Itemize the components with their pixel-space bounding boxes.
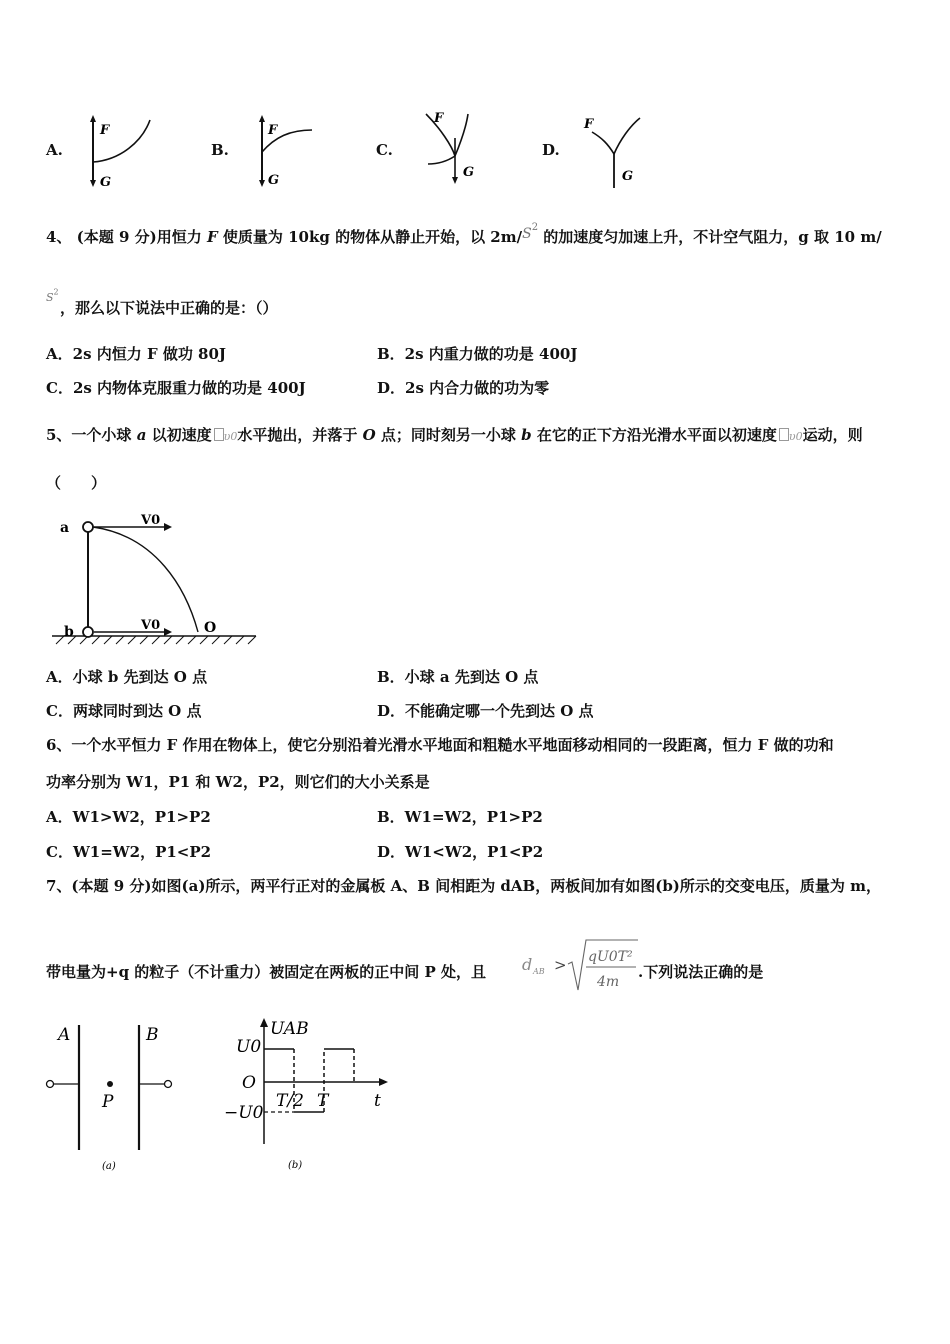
q3-a-f-label: F [100,123,110,138]
q5-label-v0-top: V0 [141,513,161,528]
q7-stem-line2-pre: 带电量为+q 的粒子（不计重力）被固定在两板的正中间 P 处，且 [46,963,487,981]
q4-stem-post: 的加速度匀加速上升，不计空气阻力，g 取 10 m/ [543,228,882,246]
q3-c-f-label: F [434,111,444,126]
q5-option-b[interactable]: B．小球 a 先到达 O 点 [377,668,539,686]
q7-fig-a-caption: (a) [102,1161,116,1172]
q6-option-c[interactable]: C．W1=W2，P1<P2 [46,843,212,861]
q4-option-c[interactable]: C．2s 内物体克服重力做的功是 400J [46,379,306,397]
q5-ball-a [83,522,93,532]
q6-option-a[interactable]: A．W1>W2，P1>P2 [46,808,211,826]
q4-unit-s: S [522,226,532,242]
q7-fig-b-u0: U0 [236,1037,262,1057]
q7-formula-d: d [522,955,533,974]
q3-option-c-letter[interactable]: C. [376,141,393,159]
q7-formula-den: 4m [597,974,620,990]
q7-stem-line1: 7、(本题 9 分)如图(a)所示，两平行正对的金属板 A、B 间相距为 dAB，两板间加有如图(b)所示的交变电压，质量为 m， [46,877,881,895]
q3-d-f-label: F [584,117,594,132]
q7-fig-b-o: O [242,1073,256,1093]
q5-stem-a: 5、一个小球 [46,426,132,444]
q6-stem-line2: 功率分别为 W1，P1 和 W2，P2，则它们的大小关系是 [46,773,430,791]
q5-figure [46,508,261,654]
q7-figure-a [40,1015,190,1175]
q5-label-a: a [60,520,70,536]
q4-unit-s2: $S^2$ [46,287,59,304]
q5-label-v0-bottom: V0 [141,618,161,633]
q5-v0-symbol: υ0 [223,430,238,443]
q6-option-b[interactable]: B．W1=W2，P1>P2 [377,808,543,826]
q5-label-o: O [204,620,217,636]
q7-formula-sub: AB [533,967,545,976]
q5-ball-b [83,627,93,637]
q5-v0-box-icon-2 [779,428,789,441]
q3-c-g-label: G [463,165,475,180]
q7-fig-b-t-big: T [317,1091,329,1111]
q5-stem-c: 水平抛出，并落于 [237,426,358,444]
q5-option-d[interactable]: D．不能确定哪一个先到达 O 点 [377,702,594,720]
q7-fig-a-label-p: P [102,1092,114,1112]
q7-fig-b-caption: (b) [288,1160,303,1171]
q5-label-b: b [64,624,74,640]
q4-stem-line1 [46,224,882,248]
q7-fig-b-half-t: T/2 [276,1091,304,1111]
q5-var-o: O [362,426,376,444]
q7-figure-b [220,1012,400,1177]
q4-option-b[interactable]: B．2s 内重力做的功是 400J [377,345,578,363]
q3-option-b-graph [250,112,330,192]
q5-stem-d: 点；同时刻另一小球 [380,426,516,444]
q3-b-g-label: G [268,173,280,188]
q4-option-a[interactable]: A．2s 内恒力 F 做功 80J [46,345,227,363]
q3-option-d-graph [578,112,658,192]
q5-v0-symbol-2: υ0 [788,430,803,443]
q5-option-c[interactable]: C．两球同时到达 O 点 [46,702,202,720]
q4-unit-exp: 2 [531,222,539,233]
q7-point-p [107,1081,113,1087]
q6-stem-line1: 6、一个水平恒力 F 作用在物体上，使它分别沿着光滑水平地面和粗糙水平地面移动相同的一段距离，恒力 F 做的功和 [46,736,834,754]
q4-var-f: F [206,228,218,246]
q4-stem-pre: (本题 9 分)用恒力 [76,228,202,246]
q5-stem-line1 [46,425,863,447]
q5-stem-e: 在它的正下方沿光滑水平面以初速度 [536,426,777,444]
q3-d-g-label: G [622,169,634,184]
q3-option-a-graph [80,112,160,192]
q5-var-a: a [136,426,147,444]
q4-option-d[interactable]: D．2s 内合力做的功为零 [377,379,550,397]
q3-b-f-label: F [268,123,278,138]
q4-stem-line2: ，那么以下说法中正确的是：（） [60,299,278,317]
q5-stem-b: 以初速度 [151,426,212,444]
q7-formula [520,936,645,994]
q5-paren: （ ） [46,474,107,492]
q3-option-a-letter[interactable]: A. [46,141,63,159]
q7-fig-b-neg-u0: −U0 [224,1103,264,1123]
q7-stem-line2-post: .下列说法正确的是 [638,963,764,981]
q7-fig-a-label-a: A [58,1025,71,1045]
q3-option-c-graph [410,108,500,192]
q5-var-b: b [521,426,532,444]
q7-formula-num: qU0T² [588,949,633,965]
q6-option-d[interactable]: D．W1<W2，P1<P2 [377,843,544,861]
q7-fig-b-uab: UAB [270,1019,309,1039]
q4-stem-mid: 使质量为 10kg 的物体从静止开始，以 2m/ [222,228,523,246]
q4-number: 4、 [46,228,72,246]
q7-fig-a-label-b: B [146,1025,159,1045]
q7-formula-gt: > [554,956,567,974]
q3-option-d-letter[interactable]: D. [542,141,560,159]
q5-v0-box-icon [214,428,224,441]
q7-fig-b-t: t [374,1091,381,1111]
q5-stem-f: 运动，则 [802,426,863,444]
q3-a-g-label: G [100,175,112,190]
q3-option-b-letter[interactable]: B. [211,141,229,159]
q5-option-a[interactable]: A．小球 b 先到达 O 点 [46,668,208,686]
